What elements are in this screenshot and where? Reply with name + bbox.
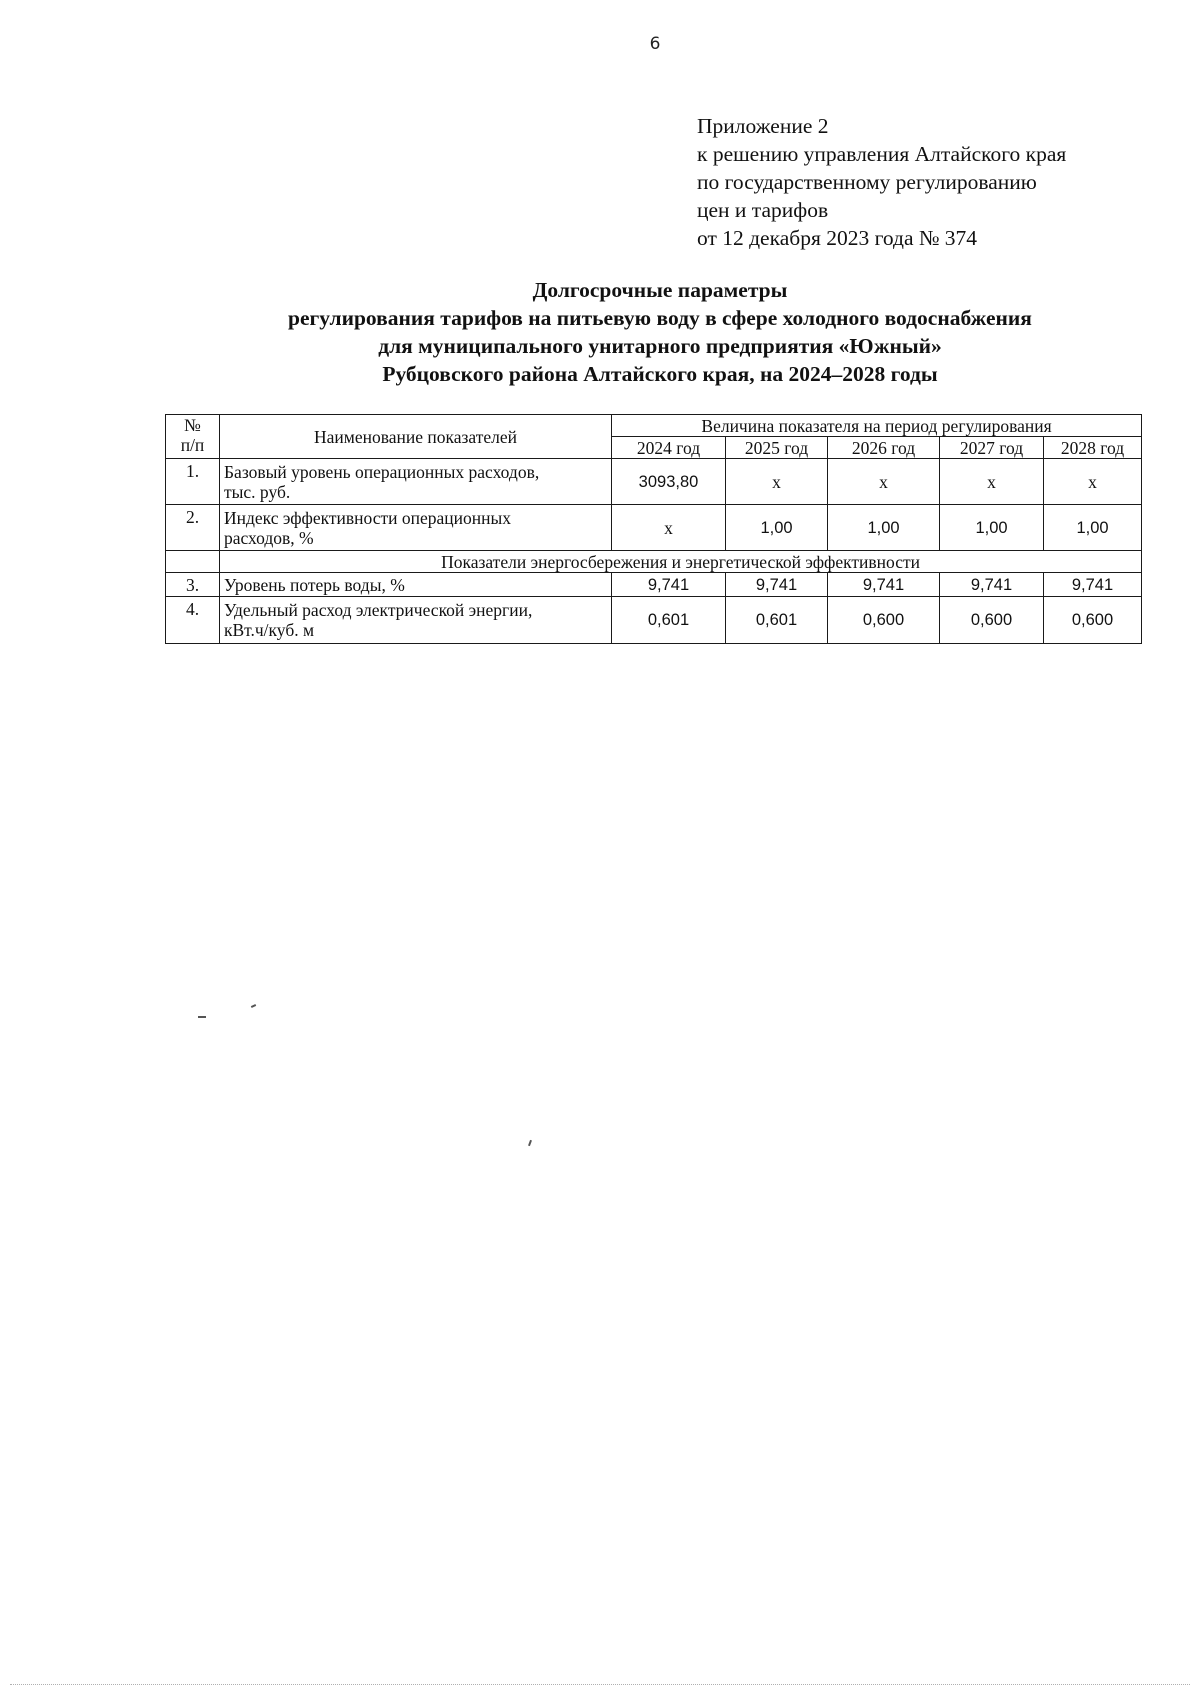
header-name-cell: Наименование показателей	[220, 415, 612, 459]
value-cell: х	[828, 459, 940, 505]
value-cell: 9,741	[612, 573, 726, 597]
value-cell: 0,600	[828, 597, 940, 644]
value-cell: х	[612, 505, 726, 551]
row-name-line: Базовый уровень операционных расходов,	[224, 461, 540, 482]
value-cell: х	[1044, 459, 1142, 505]
value-cell: 0,600	[1044, 597, 1142, 644]
header-year-cell: 2026 год	[828, 437, 940, 459]
table-header-row	[166, 415, 1142, 437]
title-line: для муниципального унитарного предприятия «Южный»	[378, 334, 942, 358]
value-cell: х	[940, 459, 1044, 505]
row-name-cell	[220, 597, 612, 644]
row-number: 3.	[166, 573, 220, 597]
value-cell: 0,600	[940, 597, 1044, 644]
value-cell: х	[726, 459, 828, 505]
row-number: 4.	[166, 597, 220, 644]
header-num-cell	[166, 415, 220, 459]
value-cell: 3093,80	[612, 459, 726, 505]
row-name-line: Индекс эффективности операционных	[224, 507, 512, 528]
title-line: Долгосрочные параметры	[532, 278, 788, 302]
table-row	[166, 505, 1142, 551]
appendix-block	[697, 112, 1066, 252]
appendix-line: цен и тарифов	[697, 198, 829, 222]
scan-speck	[528, 1140, 532, 1146]
header-num-label: п/п	[180, 435, 205, 455]
header-year-cell: 2027 год	[940, 437, 1044, 459]
title-line: Рубцовского района Алтайского края, на 2024–2028 годы	[382, 362, 938, 386]
value-cell: 9,741	[940, 573, 1044, 597]
appendix-line: к решению управления Алтайского края	[697, 142, 1067, 166]
scan-speck	[198, 1016, 206, 1018]
row-name-line: тыс. руб.	[224, 481, 291, 502]
appendix-line: Приложение 2	[697, 114, 829, 138]
value-cell: 1,00	[1044, 505, 1142, 551]
table-row	[166, 573, 1142, 597]
section-row	[166, 551, 1142, 573]
appendix-line: по государственному регулированию	[697, 170, 1037, 194]
appendix-line: от 12 декабря 2023 года № 374	[697, 226, 977, 250]
header-num-symbol: №	[184, 415, 201, 435]
document-title	[160, 276, 1160, 388]
row-name-cell	[220, 505, 612, 551]
table-row	[166, 459, 1142, 505]
table-row	[166, 597, 1142, 644]
value-cell: 1,00	[726, 505, 828, 551]
value-cell: 1,00	[828, 505, 940, 551]
value-cell: 0,601	[612, 597, 726, 644]
header-group-cell: Величина показателя на период регулирования	[612, 415, 1142, 437]
value-cell: 9,741	[726, 573, 828, 597]
section-empty-cell	[166, 551, 220, 573]
page-number: 6	[649, 34, 661, 54]
value-cell: 9,741	[1044, 573, 1142, 597]
header-year-cell: 2024 год	[612, 437, 726, 459]
scan-speck	[251, 1004, 256, 1008]
row-name-line: кВт.ч/куб. м	[224, 620, 315, 640]
row-name-line: Удельный расход электрической энергии,	[224, 600, 533, 620]
parameters-table	[165, 414, 1142, 644]
title-line: регулирования тарифов на питьевую воду в сфере холодного водоснабжения	[288, 306, 1032, 330]
row-number: 2.	[166, 505, 220, 551]
row-name-cell	[220, 459, 612, 505]
scan-edge-line	[10, 1684, 1190, 1685]
row-name-line: расходов, %	[224, 527, 314, 548]
value-cell: 0,601	[726, 597, 828, 644]
section-title: Показатели энергосбережения и энергетической эффективности	[220, 551, 1142, 573]
header-year-cell: 2028 год	[1044, 437, 1142, 459]
value-cell: 1,00	[940, 505, 1044, 551]
header-year-cell: 2025 год	[726, 437, 828, 459]
row-name-cell: Уровень потерь воды, %	[220, 573, 612, 597]
row-number: 1.	[166, 459, 220, 505]
value-cell: 9,741	[828, 573, 940, 597]
